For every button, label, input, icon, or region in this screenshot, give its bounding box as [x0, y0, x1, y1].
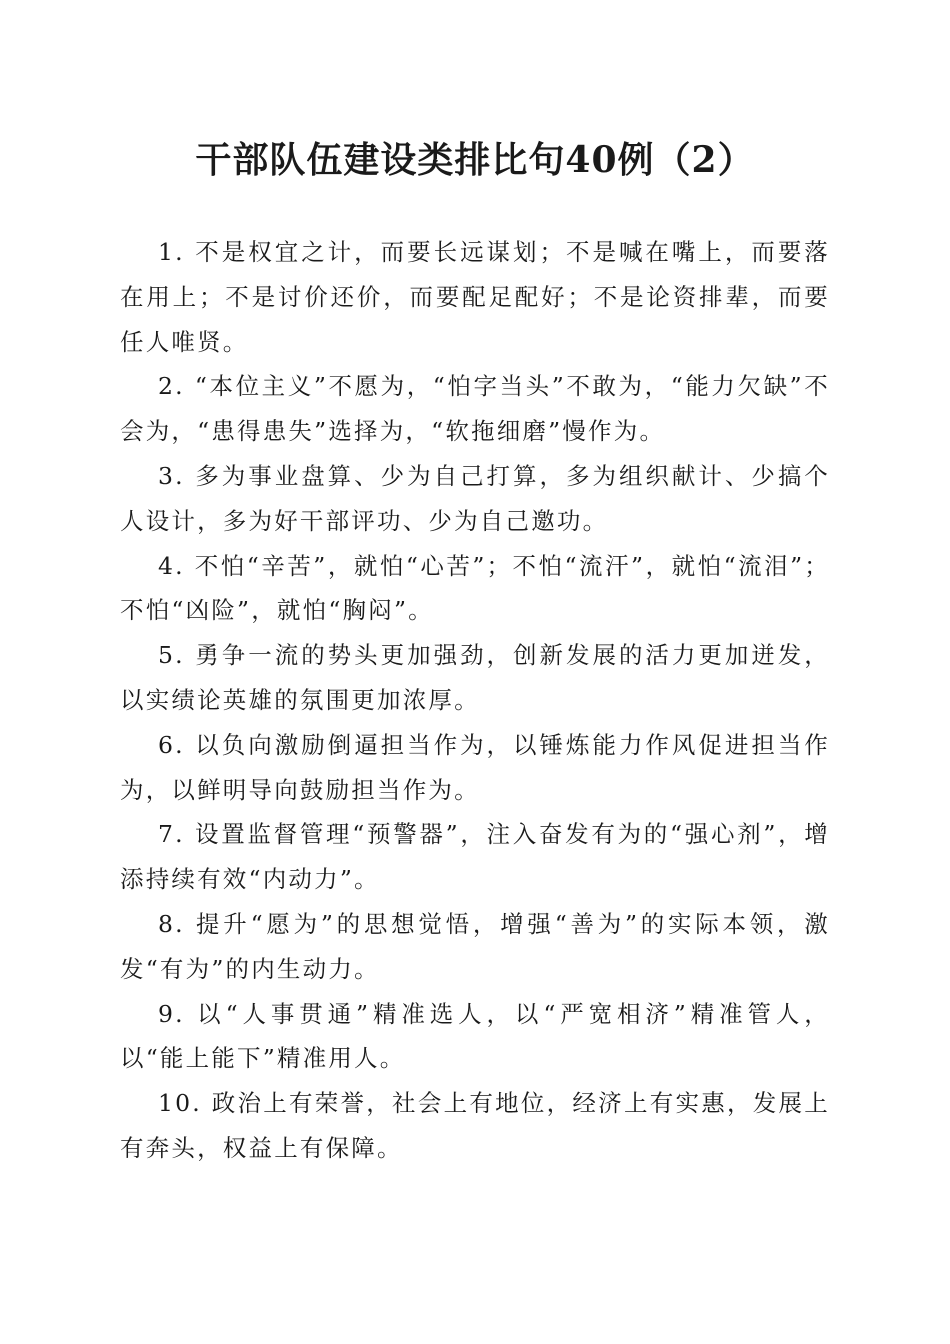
list-item: 8. 提升“愿为”的思想觉悟，增强“善为”的实际本领，激发“有为”的内生动力。 [120, 909, 830, 983]
sentence-list [120, 230, 830, 1171]
list-item: 1. 不是权宜之计，而要长远谋划；不是喊在嘴上，而要落在用上；不是讨价还价，而要配足配好；不是论资排辈，而要任人唯贤。 [120, 238, 830, 356]
list-item: 3. 多为事业盘算、少为自己打算，多为组织献计、少搞个人设计，多为好干部评功、少为自己邀功。 [120, 461, 830, 535]
list-item: 7. 设置监督管理“预警器”，注入奋发有为的“强心剂”，增添持续有效“内动力”。 [120, 820, 830, 894]
list-item: 2. “本位主义”不愿为，“怕字当头”不敢为，“能力欠缺”不会为，“患得患失”选择为，“软拖细磨”慢作为。 [120, 372, 830, 446]
list-item: 9. 以“人事贯通”精准选人，以“严宽相济”精准管人，以“能上能下”精准用人。 [120, 999, 830, 1073]
list-item: 6. 以负向激励倒逼担当作为，以锤炼能力作风促进担当作为，以鲜明导向鼓励担当作为。 [120, 730, 830, 804]
list-item: 5. 勇争一流的势头更加强劲，创新发展的活力更加迸发，以实绩论英雄的氛围更加浓厚。 [120, 641, 830, 714]
list-item: 4. 不怕“辛苦”，就怕“心苦”；不怕“流汗”，就怕“流泪”；不怕“凶险”，就怕“胸闷”。 [120, 551, 830, 625]
list-item: 10. 政治上有荣誉，社会上有地位，经济上有实惠，发展上有奔头，权益上有保障。 [120, 1089, 830, 1162]
page-title: 干部队伍建设类排比句40例（2） [195, 139, 755, 181]
